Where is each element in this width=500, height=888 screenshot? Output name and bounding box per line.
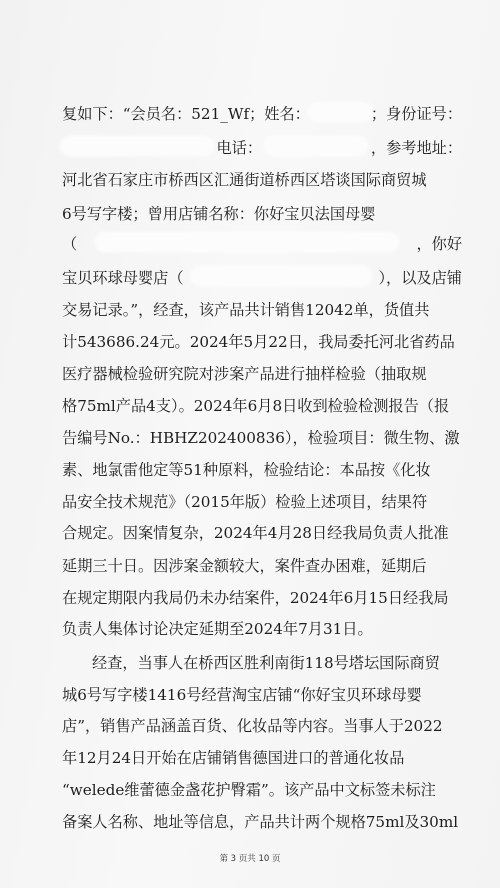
text-segment: “welede维蕾德金盏花护臀霜”。该产品中文标签未标注 <box>62 781 436 799</box>
text-segment: 电话： <box>216 139 262 157</box>
text-segment: 素、地氯雷他定等51种原料，检验结论：本品按《化妆 <box>62 461 431 479</box>
text-line <box>62 812 462 832</box>
text-line <box>62 104 462 124</box>
redaction-mark <box>192 268 370 284</box>
text-segment: 品安全技术规范》（2015年版）检验上述项目，结果符 <box>62 493 428 511</box>
text-line <box>62 268 462 288</box>
text-segment: 在规定期限内我局仍未办结案件，2024年6月15日经我局 <box>62 589 449 607</box>
text-line <box>62 523 462 543</box>
text-line <box>62 460 462 480</box>
text-line <box>62 204 462 224</box>
text-line <box>62 396 462 416</box>
text-line <box>62 588 462 608</box>
text-segment: 交易记录。”，经查，该产品共计销售12042单，货值共 <box>62 301 430 319</box>
text-segment: （ <box>62 235 78 253</box>
text-segment: 河北省石家庄市桥西区汇通街道桥西区塔谈国际商贸城 <box>62 171 427 189</box>
text-line <box>62 748 462 768</box>
text-segment: 告编号No.：HBHZ202400836），检验项目：微生物、激 <box>62 429 460 447</box>
text-line <box>62 364 462 384</box>
text-line <box>62 170 462 190</box>
text-line <box>62 234 462 254</box>
page-number-footer: 第 3 页共 10 页 <box>219 854 281 864</box>
text-segment: ），以及店铺 <box>378 269 462 287</box>
text-segment: 城6号写字楼1416号经营淘宝店铺“你好宝贝环球母婴 <box>62 686 422 704</box>
text-segment: 年12月24日开始在店铺销售德国进口的普通化妆品 <box>62 749 405 767</box>
text-line <box>62 492 462 512</box>
paragraph-first-line <box>92 653 462 673</box>
text-segment: 复如下：“会员名：521_Wf；姓名： <box>62 105 310 123</box>
text-segment: 经查，当事人在桥西区胜利南街118号塔坛国际商贸 <box>92 654 440 672</box>
text-line <box>62 685 462 705</box>
text-segment: 负责人集体讨论决定延期至2024年7月31日。 <box>62 620 373 638</box>
redaction-mark <box>97 234 397 250</box>
text-segment: 计543686.24元。2024年5月22日，我局委托河北省药品 <box>62 333 455 351</box>
text-segment: 备案人名称、地址等信息，产品共计两个规格75ml及30ml <box>62 813 459 831</box>
text-line <box>62 556 462 576</box>
text-line <box>62 428 462 448</box>
text-line <box>62 332 462 352</box>
text-segment: 6号写字楼；曾用店铺名称：你好宝贝法国母婴 <box>62 205 376 223</box>
text-line <box>62 300 462 320</box>
redaction-mark <box>310 104 371 120</box>
text-line <box>62 780 462 800</box>
redaction-mark <box>62 138 212 154</box>
text-segment: 店”，销售产品涵盖百货、化妆品等内容。当事人于2022 <box>62 717 443 735</box>
text-segment: ，参考地址： <box>370 139 462 157</box>
text-line <box>62 716 462 736</box>
text-segment: 合规定。因案情复杂，2024年4月28日经我局负责人批准 <box>62 524 449 542</box>
text-line <box>62 138 462 158</box>
text-segment: ；身份证号： <box>370 105 462 123</box>
text-segment: ，你好 <box>416 235 462 253</box>
text-segment: 医疗器械检验研究院对涉案产品进行抽样检验（抽取规 <box>62 365 427 383</box>
text-segment: 延期三十日。因涉案金额较大，案件查办困难，延期后 <box>62 557 427 575</box>
text-line <box>62 619 462 639</box>
text-segment: 格75ml产品4支）。2024年6月8日收到检验检测报告（报 <box>62 397 450 415</box>
redaction-mark <box>266 138 366 154</box>
text-segment: 宝贝环球母婴店（ <box>62 269 184 287</box>
